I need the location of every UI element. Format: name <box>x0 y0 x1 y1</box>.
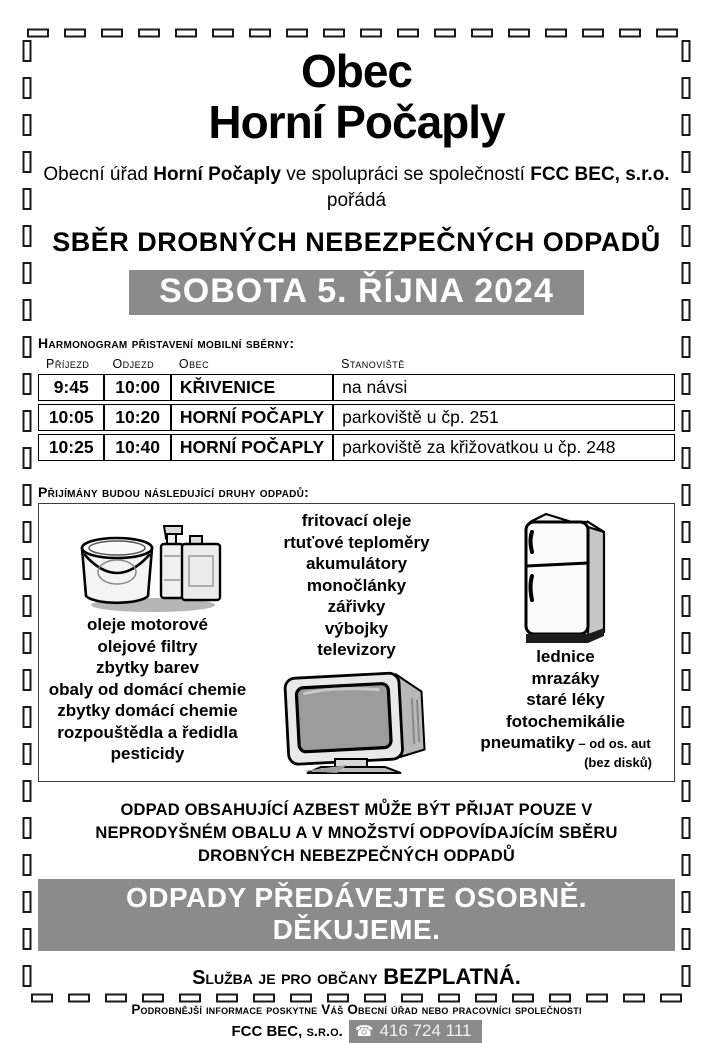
list-item: monočlánky <box>306 575 407 595</box>
title-line-2: Horní Počaply <box>208 95 505 148</box>
free-service-emphasis: BEZPLATNÁ. <box>383 963 521 989</box>
list-item: zbytky domácí chemie <box>57 701 238 721</box>
list-item: lednice <box>536 647 595 667</box>
tires-note-2: (bez disků) <box>584 754 652 770</box>
list-item: oleje motorové <box>87 615 208 635</box>
waste-types-box <box>38 503 675 782</box>
arrival-cell: 10:05 <box>38 404 104 431</box>
list-item: výbojky <box>324 618 389 638</box>
intro-org-name: Horní Počaply <box>153 164 281 186</box>
intro-line2: pořádá <box>326 190 387 212</box>
intro-company-name: FCC BEC, s.r.o. <box>530 164 670 186</box>
arrival-cell: 9:45 <box>38 374 104 401</box>
list-item: staré léky <box>526 690 605 710</box>
tires-note: – od os. aut <box>574 736 651 752</box>
table-row <box>38 434 675 461</box>
footer-info-line: Podrobnější informace poskytne Váš Obecní úřad nebo pracovníci společnosti <box>131 1001 582 1017</box>
intro-mid: ve spolupráci se společností <box>280 164 531 186</box>
event-heading: SBĚR DROBNÝCH NEBEZPEČNÝCH ODPADŮ <box>52 227 661 258</box>
departure-cell: 10:40 <box>104 434 170 461</box>
waste-label: Přijímány budou následující druhy odpadů: <box>38 484 310 501</box>
list-item: mrazáky <box>531 668 600 688</box>
date-banner: SOBOTA 5. ŘÍJNA 2024 <box>129 270 584 315</box>
list-item: olejové filtry <box>97 636 198 656</box>
col-header-departure: Odjezd <box>112 357 155 372</box>
list-item: fotochemikálie <box>505 711 626 731</box>
tires-main: pneumatiky <box>480 733 575 753</box>
paint-cans-illustration <box>68 510 228 614</box>
table-row <box>38 374 675 401</box>
waste-column-right <box>461 510 670 773</box>
list-item: obaly od domácí chemie <box>48 679 247 699</box>
table-row <box>38 404 675 431</box>
list-item: televizory <box>317 640 396 660</box>
asbestos-notice <box>38 799 675 868</box>
footer-company-name: FCC BEC, s.r.o. <box>231 1022 343 1040</box>
asbestos-line: NEPRODYŠNÉM OBALU A V MNOŽSTVÍ ODPOVÍDAJÍCÍM SBĚRU <box>95 823 618 842</box>
departure-cell: 10:00 <box>104 374 170 401</box>
intro-pre: Obecní úřad <box>43 164 154 186</box>
waste-column-middle <box>252 510 461 773</box>
page-title <box>38 46 675 147</box>
location-cell: parkoviště u čp. 251 <box>333 404 675 431</box>
footer <box>38 1002 675 1043</box>
list-item: rozpouštědla a ředidla <box>57 722 238 742</box>
col-header-arrival: Příjezd <box>46 357 90 372</box>
free-service-prefix: Služba je pro občany <box>192 966 384 989</box>
title-line-1: Obec <box>300 45 413 97</box>
waste-list-right <box>506 646 625 732</box>
crt-monitor-illustration <box>277 667 437 773</box>
waste-list-left <box>49 614 246 765</box>
footer-contact-line <box>38 1020 675 1043</box>
schedule-header-row <box>38 357 675 371</box>
free-service-line <box>38 964 675 990</box>
arrival-cell: 10:25 <box>38 434 104 461</box>
phone-number: 416 724 111 <box>379 1020 472 1040</box>
list-item: rtuťové teploměry <box>283 532 430 552</box>
handover-banner: ODPADY PŘEDÁVEJTE OSOBNĚ. DĚKUJEME. <box>38 879 675 951</box>
village-cell: HORNÍ POČAPLY <box>171 434 333 461</box>
waste-column-left <box>43 510 252 773</box>
list-item: fritovací oleje <box>301 511 412 531</box>
intro-paragraph <box>38 162 675 214</box>
list-item: akumulátory <box>305 554 408 574</box>
schedule-table <box>38 354 675 464</box>
list-item: zbytky barev <box>95 658 199 678</box>
location-cell: parkoviště za křižovatkou u čp. 248 <box>333 434 675 461</box>
phone-icon: ☎ <box>354 1022 374 1040</box>
col-header-location: Stanoviště <box>341 357 405 372</box>
refrigerator-illustration <box>516 510 616 646</box>
asbestos-line: ODPAD OBSAHUJÍCÍ AZBEST MŮŽE BÝT PŘIJAT POUZE V <box>120 800 593 819</box>
list-item: pesticidy <box>110 744 185 764</box>
phone-badge <box>349 1020 482 1043</box>
village-cell: HORNÍ POČAPLY <box>171 404 333 431</box>
tires-line <box>480 732 650 755</box>
schedule-label: Harmonogram přistavení mobilní sběrny: <box>38 335 295 352</box>
col-header-village: Obec <box>178 357 210 372</box>
village-cell: KŘIVENICE <box>171 374 333 401</box>
departure-cell: 10:20 <box>104 404 170 431</box>
list-item: zářivky <box>327 597 386 617</box>
waste-list-middle <box>283 510 429 661</box>
location-cell: na návsi <box>333 374 675 401</box>
asbestos-line: DROBNÝCH NEBEZPEČNÝCH ODPADŮ <box>198 846 515 865</box>
